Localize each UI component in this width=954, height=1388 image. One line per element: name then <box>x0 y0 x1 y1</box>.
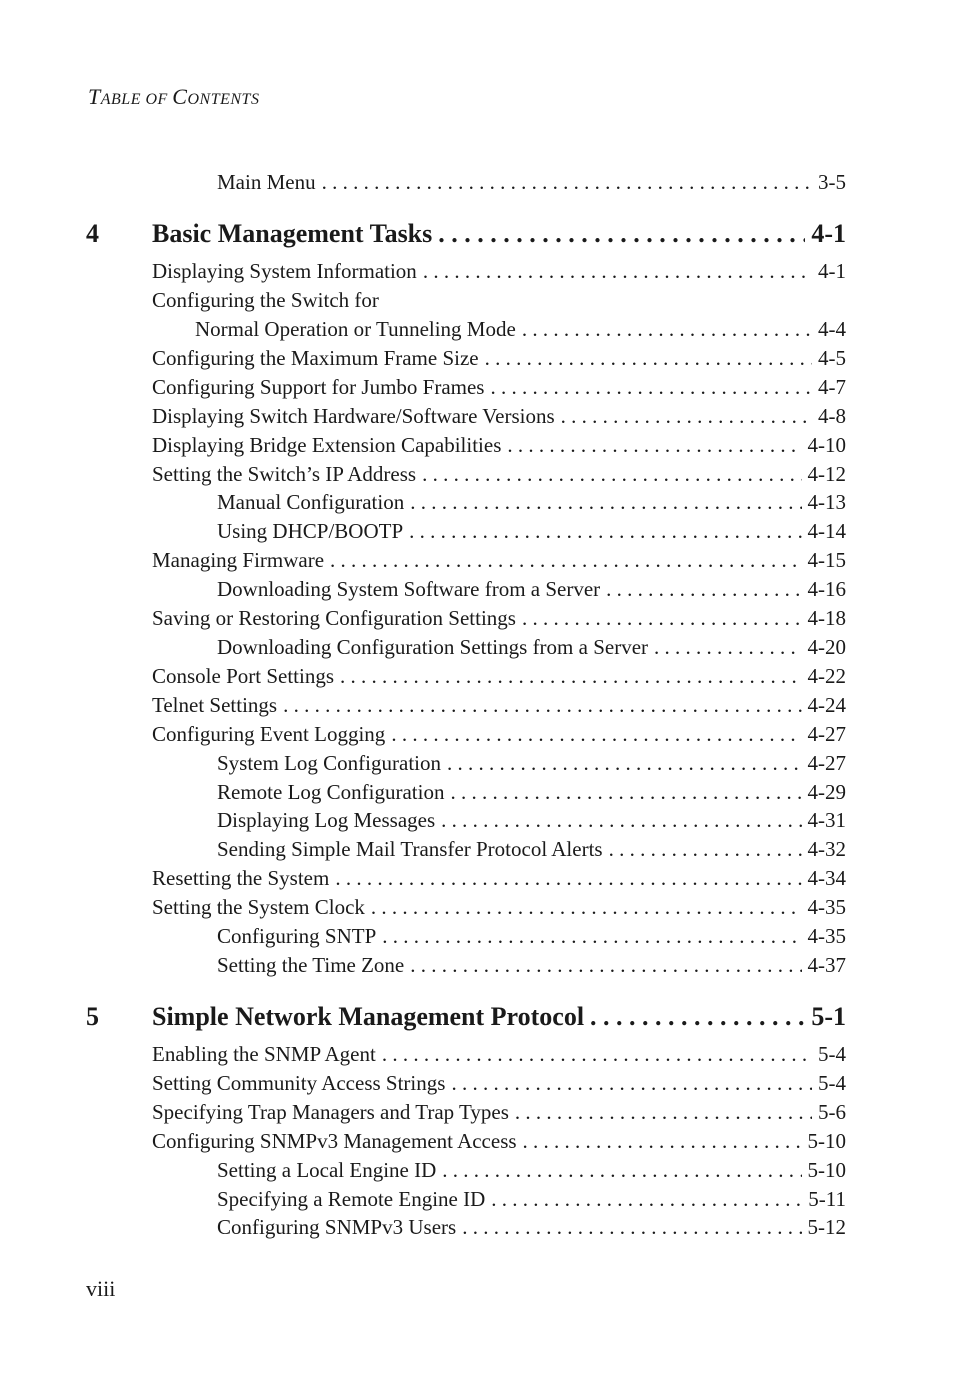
dot-leader <box>606 575 801 603</box>
toc-entry[interactable] <box>217 633 846 661</box>
dot-leader <box>490 373 812 401</box>
toc-entry-page: 4-34 <box>807 866 846 890</box>
toc-entry-page: 4-1 <box>811 219 846 248</box>
running-head-t: T <box>88 84 101 109</box>
dot-leader <box>442 1156 801 1184</box>
toc-entry-page: 4-15 <box>807 548 846 572</box>
toc-entry-title: Managing Firmware <box>152 548 325 572</box>
toc-entry[interactable] <box>217 749 846 777</box>
chapter-heading[interactable] <box>152 999 846 1035</box>
toc-entry-page: 4-22 <box>807 664 846 688</box>
dot-leader <box>523 1127 802 1155</box>
toc-entry[interactable] <box>152 546 846 574</box>
toc-entry-title: Remote Log Configuration <box>217 780 445 804</box>
toc-entry-page: 5-10 <box>807 1129 846 1153</box>
toc-entry-page: 4-10 <box>807 433 846 457</box>
toc-entry-title: Setting the Switch’s IP Address <box>152 462 417 486</box>
toc-entry[interactable] <box>152 257 846 285</box>
toc-entry-title: Simple Network Management Protocol <box>152 1002 585 1031</box>
toc-entry[interactable] <box>217 517 846 545</box>
toc-entry[interactable] <box>152 893 846 921</box>
chapter-number: 5 <box>86 1002 99 1031</box>
dot-leader <box>322 168 812 196</box>
toc-entry-title: Displaying Switch Hardware/Software Versions <box>152 404 555 428</box>
toc-entry-title: Configuring SNMPv3 Users <box>217 1215 457 1239</box>
toc-entry[interactable] <box>152 373 846 401</box>
dot-leader <box>340 662 801 690</box>
dot-leader <box>371 893 802 921</box>
toc-entry-title: Main Menu <box>217 170 316 194</box>
toc-entry-page: 4-7 <box>818 375 846 399</box>
toc-entry-title: Telnet Settings <box>152 693 278 717</box>
running-head-c: C <box>172 84 188 109</box>
dot-leader <box>462 1213 801 1241</box>
toc-entry-page: 5-4 <box>818 1042 846 1066</box>
toc-entry-page: 4-5 <box>818 346 846 370</box>
toc-entry[interactable] <box>217 951 846 979</box>
dot-leader <box>507 431 801 459</box>
toc-entry-page: 4-35 <box>807 895 846 919</box>
dot-leader <box>283 691 801 719</box>
dot-leader <box>391 720 801 748</box>
toc-entry-title: Using DHCP/BOOTP <box>217 519 404 543</box>
toc-entry-title: Console Port Settings <box>152 664 335 688</box>
toc-entry[interactable] <box>195 315 846 343</box>
toc-entry[interactable] <box>152 662 846 690</box>
toc-entry-page: 4-12 <box>807 462 846 486</box>
toc-entry-title: Basic Management Tasks <box>152 219 433 248</box>
chapter-number: 4 <box>86 219 99 248</box>
toc-entry-title: Configuring Event Logging <box>152 722 386 746</box>
toc-entry-page: 4-27 <box>807 751 846 775</box>
toc-entry[interactable] <box>217 1156 846 1184</box>
dot-leader <box>485 344 812 372</box>
toc-entry-title: Configuring Support for Jumbo Frames <box>152 375 485 399</box>
dot-leader <box>447 749 802 777</box>
toc-entry-page: 4-37 <box>807 953 846 977</box>
toc-entry-page: 5-1 <box>811 1002 846 1031</box>
toc-entry-page: 4-16 <box>807 577 846 601</box>
toc-entry-title: Saving or Restoring Configuration Settings <box>152 606 516 630</box>
toc-entry-page: 4-32 <box>807 837 846 861</box>
toc-entry-title: Downloading System Software from a Server <box>217 577 601 601</box>
toc-entry-title: Configuring the Switch for <box>152 288 379 312</box>
toc-entry-page: 4-18 <box>807 606 846 630</box>
dot-leader <box>654 633 801 661</box>
running-head-rest-1: ABLE OF <box>100 91 173 108</box>
toc-entry[interactable] <box>152 402 846 430</box>
toc-entry-page: 4-29 <box>807 780 846 804</box>
toc-entry-page: 5-11 <box>808 1187 846 1211</box>
dot-leader <box>515 1098 812 1126</box>
toc-entry-title: Specifying Trap Managers and Trap Types <box>152 1100 509 1124</box>
toc-entry-title: Configuring the Maximum Frame Size <box>152 346 479 370</box>
running-head-rest-2: ONTENTS <box>187 91 260 108</box>
dot-leader <box>410 488 801 516</box>
dot-leader <box>422 460 801 488</box>
toc-entry-page: 4-4 <box>818 317 846 341</box>
toc-entry[interactable] <box>152 344 846 372</box>
toc-entry-page: 4-8 <box>818 404 846 428</box>
dot-leader <box>330 546 801 574</box>
toc-entry-page: 4-35 <box>807 924 846 948</box>
dot-leader <box>335 864 801 892</box>
toc-entry-page: 4-13 <box>807 490 846 514</box>
toc-entry[interactable] <box>217 922 846 950</box>
toc-entry[interactable] <box>217 835 846 863</box>
toc-entry-title: Enabling the SNMP Agent <box>152 1042 376 1066</box>
toc-entry-title: Displaying Bridge Extension Capabilities <box>152 433 502 457</box>
toc-entry-title: Setting the Time Zone <box>217 953 405 977</box>
toc-entry[interactable] <box>217 1213 846 1241</box>
toc-entry[interactable] <box>152 864 846 892</box>
toc-entry[interactable] <box>217 168 846 196</box>
toc-entry-title: Displaying Log Messages <box>217 808 436 832</box>
toc-entry[interactable] <box>152 460 846 488</box>
toc-entry-title: Normal Operation or Tunneling Mode <box>195 317 516 341</box>
toc-entry-page: 4-24 <box>807 693 846 717</box>
toc-entry-title: Configuring SNMPv3 Management Access <box>152 1129 517 1153</box>
toc-entry-title: Downloading Configuration Settings from a Server <box>217 635 649 659</box>
toc-entry-page: 5-10 <box>807 1158 846 1182</box>
toc-entry-title: Setting the System Clock <box>152 895 365 919</box>
toc-entry-title: Specifying a Remote Engine ID <box>217 1187 486 1211</box>
toc-entry-title: Configuring SNTP <box>217 924 377 948</box>
toc-entry-page: 4-27 <box>807 722 846 746</box>
toc-entry[interactable] <box>217 778 846 806</box>
toc-entry-title: Setting a Local Engine ID <box>217 1158 437 1182</box>
toc-entry[interactable] <box>217 575 846 603</box>
dot-leader <box>522 604 802 632</box>
toc-entry[interactable] <box>152 604 846 632</box>
dot-leader <box>382 922 801 950</box>
dot-leader <box>450 778 801 806</box>
page-number: viii <box>86 1276 116 1301</box>
dot-leader <box>609 835 802 863</box>
toc-entry-page: 3-5 <box>818 170 846 194</box>
chapter-heading[interactable] <box>152 216 846 252</box>
toc-entry[interactable] <box>217 806 846 834</box>
toc-entry[interactable] <box>152 720 846 748</box>
toc-entry[interactable] <box>152 691 846 719</box>
dot-leader <box>522 315 812 343</box>
toc-entry-title: System Log Configuration <box>217 751 441 775</box>
toc-entry-page: 5-4 <box>818 1071 846 1095</box>
toc-entry[interactable] <box>152 1127 846 1155</box>
dot-leader <box>451 1069 812 1097</box>
toc-entry-page: 4-1 <box>818 259 846 283</box>
dot-leader <box>409 517 801 545</box>
toc-entry-title: Sending Simple Mail Transfer Protocol Alerts <box>217 837 603 861</box>
toc-entry-page: 5-6 <box>818 1100 846 1124</box>
toc-entry[interactable] <box>152 1069 846 1097</box>
toc-entry-title: Setting Community Access Strings <box>152 1071 446 1095</box>
toc-entry[interactable] <box>217 488 846 516</box>
dot-leader <box>423 257 812 285</box>
toc-entry[interactable] <box>152 1040 846 1068</box>
toc-entry-page: 4-14 <box>807 519 846 543</box>
toc-entry-title: Resetting the System <box>152 866 330 890</box>
toc-entry[interactable] <box>152 431 846 459</box>
toc-entry[interactable] <box>152 1098 846 1126</box>
toc-entry[interactable] <box>152 286 846 314</box>
dot-leader <box>441 806 801 834</box>
toc-entry-page: 4-31 <box>807 808 846 832</box>
toc-entry[interactable] <box>217 1185 846 1213</box>
dot-leader <box>438 216 805 252</box>
toc-entry-page: 4-20 <box>807 635 846 659</box>
toc-entry-title: Manual Configuration <box>217 490 405 514</box>
dot-leader <box>590 999 805 1035</box>
dot-leader <box>410 951 801 979</box>
toc-entry-title: Displaying System Information <box>152 259 417 283</box>
dot-leader <box>561 402 812 430</box>
toc-entry-page: 5-12 <box>807 1215 846 1239</box>
dot-leader <box>382 1040 812 1068</box>
dot-leader <box>491 1185 802 1213</box>
